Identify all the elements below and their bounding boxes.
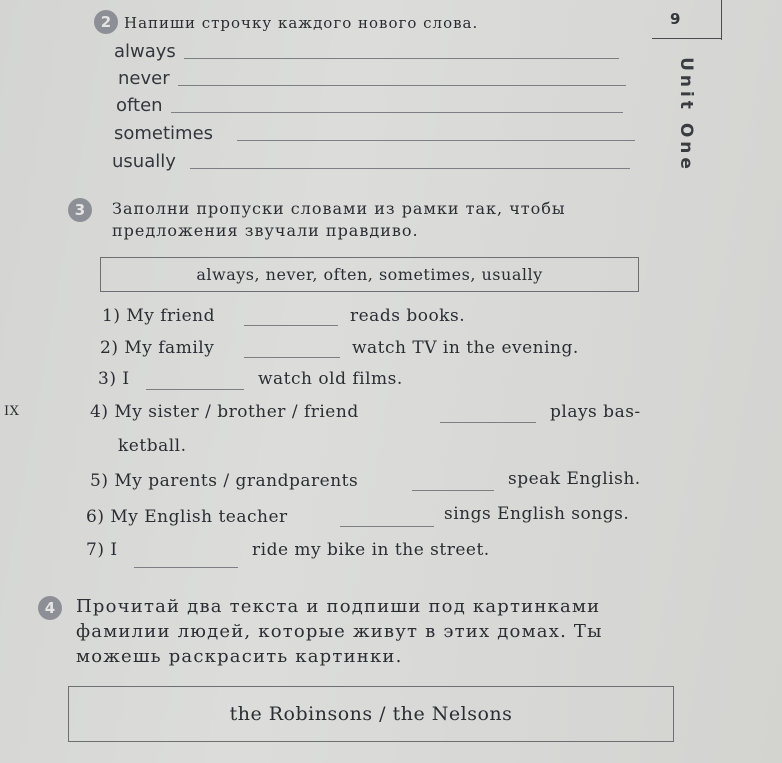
task-3-title-line-2: предложения звучали правдиво. <box>112 221 419 240</box>
sentence-3-start: 3) I <box>98 369 130 389</box>
sentence-5-end: speak English. <box>508 469 641 489</box>
page-number: 9 <box>670 10 681 28</box>
writing-line[interactable] <box>178 85 626 86</box>
side-divider-top <box>652 38 722 39</box>
word-row <box>114 118 635 144</box>
sentence-7-blank[interactable] <box>134 567 238 568</box>
unit-label: Unit One <box>676 57 696 173</box>
sentence-4-continuation: ketball. <box>118 436 187 456</box>
word-row <box>118 63 626 89</box>
sentence-4-blank[interactable] <box>440 422 536 423</box>
word-row <box>116 90 623 116</box>
task-3-title-line-1: Заполни пропуски словами из рамки так, чтобы <box>112 199 566 218</box>
sentence-5-blank[interactable] <box>412 490 494 491</box>
word-often: often <box>116 95 163 116</box>
side-divider-vertical <box>721 0 722 40</box>
margin-note: IX <box>4 404 20 419</box>
writing-line[interactable] <box>190 168 630 169</box>
task-4-title-line-2: фамилии людей, которые живут в этих домах. Ты <box>76 621 603 642</box>
sentence-1-start: 1) My friend <box>102 306 216 326</box>
task-4-badge: 4 <box>38 596 62 620</box>
names-box <box>68 686 674 742</box>
sentence-1-blank[interactable] <box>244 325 338 326</box>
sentence-7-end: ride my bike in the street. <box>252 540 490 560</box>
word-never: never <box>118 68 170 89</box>
writing-line[interactable] <box>184 58 619 59</box>
sentence-2-start: 2) My family <box>100 338 215 358</box>
word-box <box>100 257 639 292</box>
word-row <box>112 146 630 172</box>
sentence-6-start: 6) My English teacher <box>86 507 288 527</box>
word-always: always <box>114 41 176 62</box>
names-box-text: the Robinsons / the Nelsons <box>229 703 513 725</box>
word-sometimes: sometimes <box>114 123 214 144</box>
writing-line[interactable] <box>171 112 623 113</box>
writing-line[interactable] <box>237 140 635 141</box>
sentence-7-start: 7) I <box>86 540 118 560</box>
word-box-text: always, never, often, sometimes, usually <box>196 265 543 284</box>
task-3-badge: 3 <box>68 198 92 222</box>
word-usually: usually <box>112 151 176 172</box>
task-2-title: Напиши строчку каждого нового слова. <box>124 14 479 32</box>
sentence-2-blank[interactable] <box>244 357 340 358</box>
task-4-title-line-1: Прочитай два текста и подпиши под картинками <box>76 596 601 617</box>
word-row <box>114 36 619 62</box>
sentence-2-end: watch TV in the evening. <box>352 338 579 358</box>
sentence-4-start: 4) My sister / brother / friend <box>90 402 359 422</box>
task-2-badge: 2 <box>94 10 118 34</box>
sentence-5-start: 5) My parents / grandparents <box>90 471 359 491</box>
sentence-6-blank[interactable] <box>340 526 434 527</box>
sentence-3-blank[interactable] <box>146 389 244 390</box>
sentence-1-end: reads books. <box>350 306 466 326</box>
task-4-title-line-3: можешь раскрасить картинки. <box>76 646 403 667</box>
sentence-4-end: plays bas- <box>550 402 641 422</box>
sentence-3-end: watch old films. <box>258 369 403 389</box>
sentence-6-end: sings English songs. <box>444 504 630 524</box>
